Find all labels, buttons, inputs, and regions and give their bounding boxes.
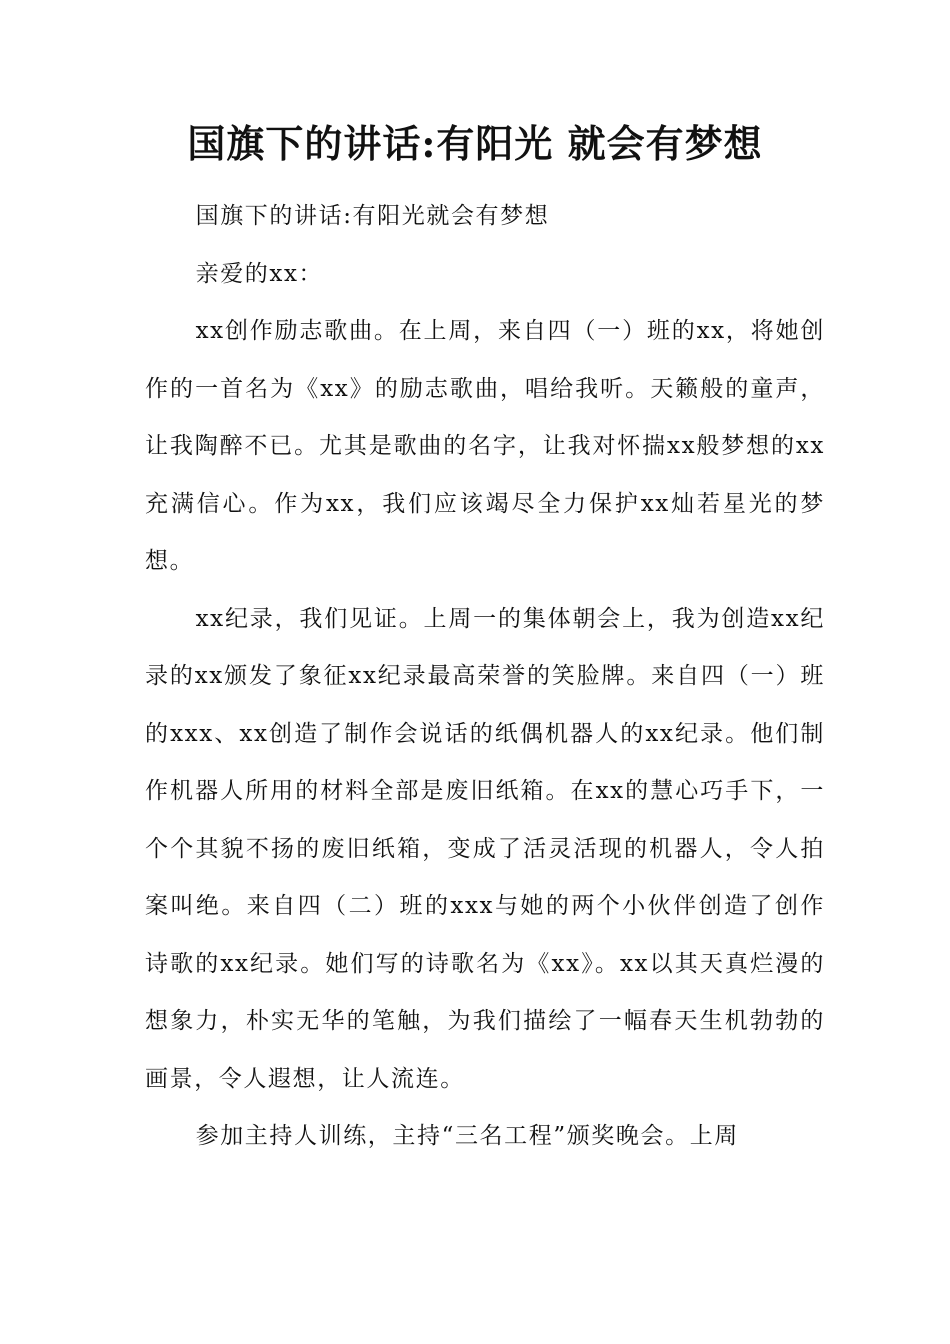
paragraph-song: xx创作励志歌曲。在上周，来自四（一）班的xx，将她创作的一首名为《xx》的励志歌曲，唱给我听。天籁般的童声，让我陶醉不已。尤其是歌曲的名字，让我对怀揣xx般梦想的xx充满信心。作为xx，我们应该竭尽全力保护xx灿若星光的梦想。 xyxy=(145,318,825,574)
document-body xyxy=(145,188,825,1166)
paragraph-host: 参加主持人训练，主持“三名工程”颁奖晚会。上周 xyxy=(195,1123,739,1149)
paragraph-greeting: 亲爱的xx： xyxy=(195,260,324,287)
document-title: 国旗下的讲话:有阳光 就会有梦想 xyxy=(187,121,763,166)
paragraph-subtitle: 国旗下的讲话:有阳光就会有梦想 xyxy=(195,203,550,229)
paragraph-record: xx纪录，我们见证。上周一的集体朝会上，我为创造xx纪录的xx颁发了象征xx纪录最高荣誉的笑脸牌。来自四（一）班的xxx、xx创造了制作会说话的纸偶机器人的xx纪录。他们制作机器人所用的材料全部是废旧纸箱。在xx的慧心巧手下，一个个其貌不扬的废旧纸箱，变成了活灵活现的机器人，令人拍案叫绝。来自四（二）班的xxx与她的两个小伙伴创造了创作诗歌的xx纪录。她们写的诗歌名为《xx》。xx以其天真烂漫的想象力，朴实无华的笔触，为我们描绘了一幅春天生机勃勃的画景，令人遐想，让人流连。 xyxy=(145,605,825,1092)
